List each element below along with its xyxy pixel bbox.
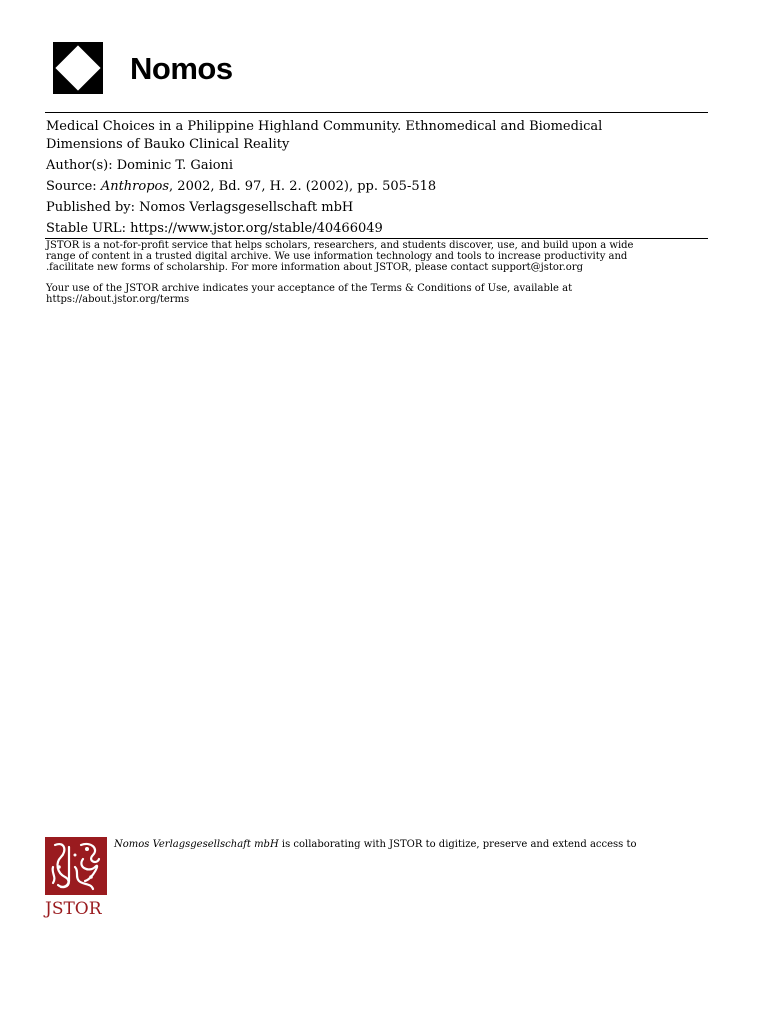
terms-notice-line-1: Your use of the JSTOR archive indicates your acceptance of the Terms & Conditions of Use, available at (46, 283, 573, 294)
source-label: Source: (46, 179, 101, 194)
jstor-notice (46, 240, 712, 273)
jstor-wordmark: JSTOR (45, 899, 102, 919)
jstor-notice-line-2: range of content in a trusted digital archive. We use information technology and tools to increase productivity and (46, 251, 628, 262)
published-label: Published by: (46, 200, 140, 215)
nomos-diamond-icon (53, 42, 103, 94)
nomos-wordmark: Nomos (130, 50, 233, 86)
authors-value: Dominic T. Gaioni (116, 158, 234, 173)
stable-url-line (46, 220, 706, 238)
stable-url-link[interactable]: https://www.jstor.org/stable/40466049 (130, 221, 383, 236)
jstor-notice-line-1: JSTOR is a not-for-profit service that helps scholars, researchers, and students discover, use, and build upon a wide (46, 240, 634, 251)
jstor-seal-icon (45, 837, 107, 895)
publisher-value: Nomos Verlagsgesellschaft mbH (139, 200, 354, 215)
collaboration-publisher: Nomos Verlagsgesellschaft mbH (114, 839, 279, 850)
terms-link[interactable]: https://about.jstor.org/terms (46, 294, 190, 305)
nomos-logo (53, 42, 233, 94)
published-line (46, 199, 706, 217)
top-divider (45, 112, 708, 113)
terms-notice (46, 283, 712, 305)
article-metadata (46, 118, 706, 241)
authors-line (46, 157, 706, 175)
stable-url-label: Stable URL: (46, 221, 131, 236)
jstor-logo (45, 837, 109, 918)
collaboration-statement (114, 839, 637, 851)
article-title (46, 118, 706, 154)
source-details: , 2002, Bd. 97, H. 2. (2002), pp. 505-518 (169, 179, 437, 194)
article-title-line-2: Dimensions of Bauko Clinical Reality (46, 137, 290, 152)
article-title-line-1: Medical Choices in a Philippine Highland Community. Ethnomedical and Biomedical (46, 119, 603, 134)
authors-label: Author(s): (46, 158, 117, 173)
jstor-notice-line-3: .facilitate new forms of scholarship. For more information about JSTOR, please contact support@jstor.org (46, 262, 583, 273)
meta-divider (45, 238, 708, 239)
source-line (46, 178, 706, 196)
source-journal: Anthropos (100, 179, 170, 194)
collaboration-text: is collaborating with JSTOR to digitize, preserve and extend access to (278, 839, 637, 850)
